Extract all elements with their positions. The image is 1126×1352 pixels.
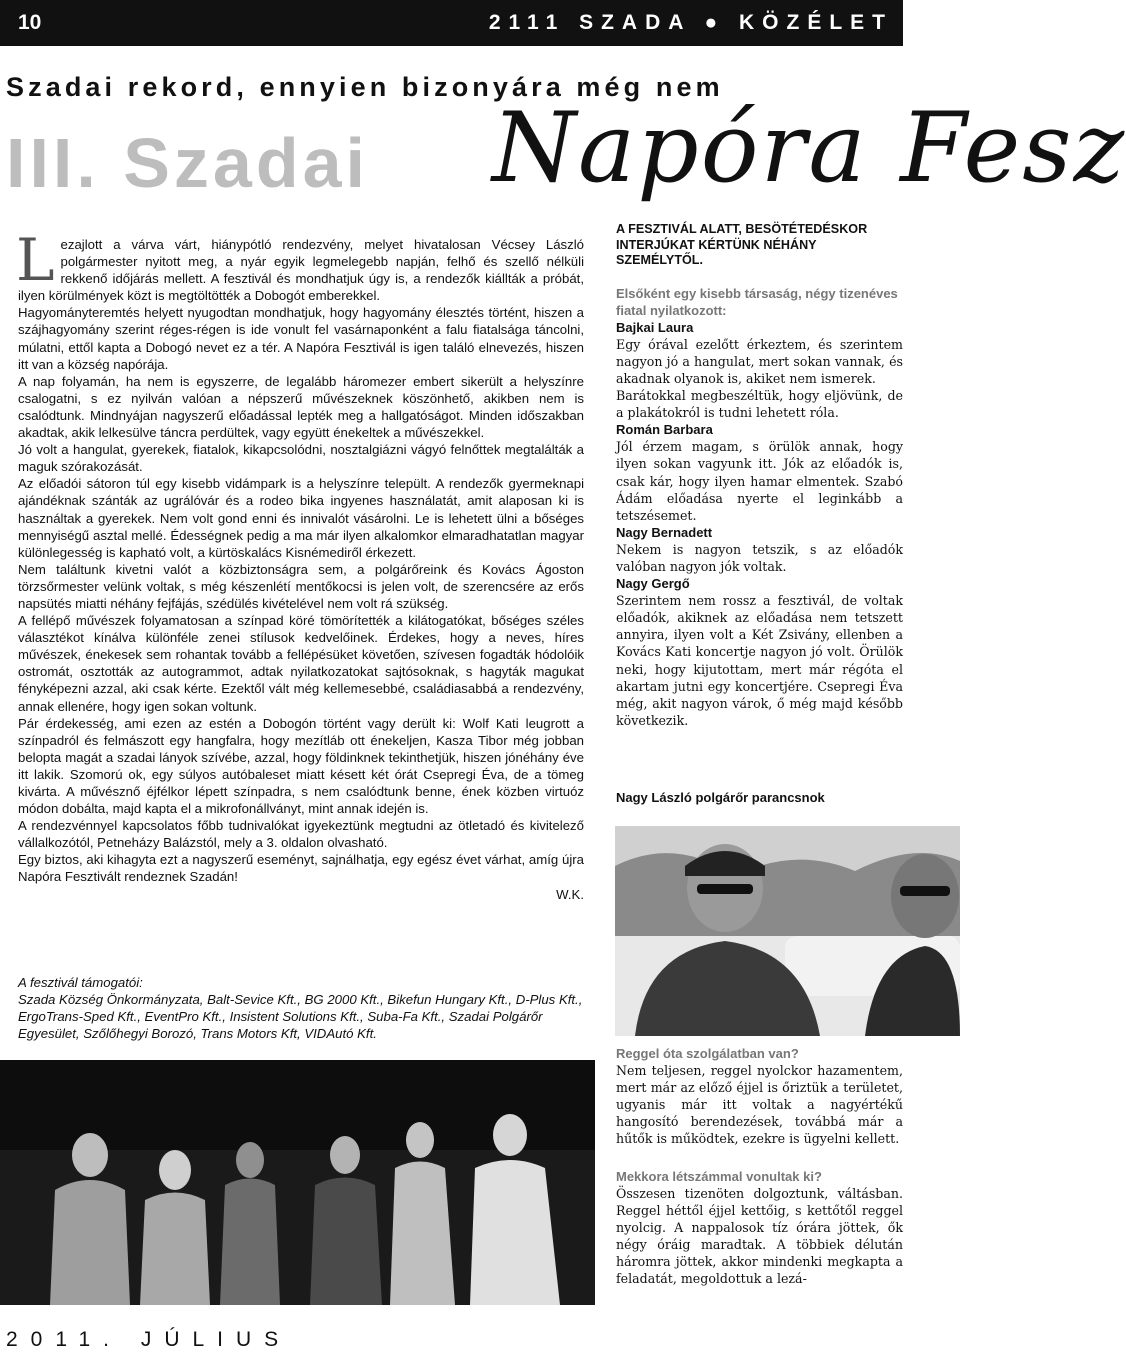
headline-title-part2: Napóra Fesz: [492, 92, 1126, 204]
headline-title-part1: III. Szadai: [6, 124, 369, 202]
author-signature: W.K.: [556, 886, 584, 902]
article-paragraph: Hagyományteremtés helyett nyugodtan mondhatjuk, hogy hagyomány élesztés történt, hiszen a szájhagyomány szerint réges-régen is ide vonult fel vasárnaponként a falu fiatalsága táncolni, múlatni, ettől kapta a Dobogó nevet ez a tér. A Napóra Fesztivál is igen találó elnevezés, hiszen itt van a község napórája.: [18, 305, 584, 372]
interview-sidebar: [616, 222, 903, 729]
interviewee-name: Bajkai Laura: [616, 319, 694, 335]
article-paragraph: Lezajlott a várva várt, hiánypótló rendezvény, melyet hivatalosan Vécsey László polgármester nyitott meg, a nyár egyik legmelegebb napján, felhő és szellő nélküli rekkenő időjárás mellett. A fesztivál és mondhatjuk úgy is, a rendezők kiállták a próbát, ilyen körülmények közt is megtöltötték a Dobogót emberekkel.: [16, 226, 584, 304]
interviewee-quote: Egy órával ezelőtt érkeztem, és szerintem nagyon jó a hangulat, mert sokan vannak, és akadnak olyanok is, akiket nem ismerek.: [616, 336, 903, 386]
interview-question: Reggel óta szolgálatban van?: [616, 1046, 799, 1061]
section-title: 2111 SZADA ● KÖZÉLET: [488, 11, 893, 34]
article-paragraph: A rendezvénnyel kapcsolatos főbb tudnivalókat igyekeztünk megtudni az ötletadó és kivitelező vállalkozótól, Petneházy Balázstól, mely a 3. oldalon olvasható.: [18, 818, 584, 851]
article-paragraph: Nem találtunk kivetni valót a közbiztonságra sem, a polgárőreink és Kovács Ágoston törzsőrmester velünk voltak, s még készenlétí mentőkocsi is jelen volt, de szerencsére az erős napsütés miatti néhány fejfájás, szédülés kivételével nem volt rá szükség.: [18, 561, 584, 611]
sponsors-block: [18, 974, 584, 1042]
interviewee-quote: Nekem is nagyon tetszik, s az előadók valóban nagyon jók voltak.: [616, 541, 903, 574]
photo-caption: Nagy László polgárőr parancsnok: [616, 790, 825, 805]
interviewee-name: Nagy Gergő: [616, 576, 690, 592]
sponsors-list: Szada Község Önkormányzata, Balt-Sevice Kft., BG 2000 Kft., Bikefun Hungary Kft., D-Plus Kft., ErgoTrans-Sped Kft., EventPro Kft., Insistent Solutions Kft., Suba-Fa Kft., Szadai Polgárőr Egyesület, Szőlőhegyi Borozó, Trans Motors Kft, VIDAutó Kft.: [18, 992, 583, 1042]
interviewee-name: Román Barbara: [616, 422, 713, 438]
article-paragraph: Egy biztos, aki kihagyta ezt a nagyszerű eseményt, sajnálhatja, egy egész évet várhat, amíg újra Napóra Fesztivált rendeznek Szadán!: [18, 852, 584, 885]
interview-question: Mekkora létszámmal vonultak ki?: [616, 1168, 822, 1184]
drop-cap: L: [16, 226, 55, 294]
interview-answer: Nem teljesen, reggel nyolckor hazamentem, mert már az előző éjjel is őriztük a területet, ugyanis már itt voltak a nagyértékű hangosító berendezések, továbbá már a hűtők is működtek, ezekre is ügyelni kellett.: [616, 1063, 903, 1147]
interview-answer: Összesen tizenöten dolgoztunk, váltásban. Reggel héttől éjjel kettőig, s kettőtől reggel nyolcig. A nappalosok tíz órára jöttek, ők négy óráig maradtak. A többiek délután háromra jöttek, akkor mindenki megkapta a feladatát, megoldottuk a lezá-: [616, 1185, 903, 1287]
sidebar-intro: Elsőként egy kisebb társaság, négy tizenéves fiatal nyilatkozott:: [616, 285, 898, 318]
officers-photo: [615, 826, 960, 1036]
article-paragraph: A fellépő művészek folyamatosan a színpad köré tömörítették a kilátogatókat, bőséges széles választékot kínálva különféle zenei stílusok kedvelőinek. Érdekes, hogy a neves, híres művészek, énekesek sem rohantak tovább a fellépésüket követően, szívesen fogadták hódolóik ostromát, osztották az autogrammot, adtak nyilatkozatokat sajtósoknak, s hagyták magukat fényképezni azzal, aki csak kérte. Ezektől vált még kellemesebbé, családiasabbá a rendezvény, annak ellenére, hogy igen sokan voltunk.: [18, 613, 584, 714]
crowd-photo: [0, 1060, 595, 1305]
sponsors-heading: A fesztivál támogatói:: [18, 975, 143, 990]
article-paragraph: Az előadói sátoron túl egy kisebb vidámpark is a helyszínre települt. A rendezők gyermeknapi ajándéknak szánták az ugrálóvár és a rodeo bika ingyenes használatát, amit alaposan ki is használtak a gyerekek. Nem volt gond enni és innivalót vásárolni. Le is lehetett ülni a bőséges mennyiségű asztal mellé. Édességnek pedig a ma már ilyen alkalomkor elmaradhatatlan magyar különlegesség is kapható volt, a kürtöskalács Kisnémediről érkezett.: [18, 476, 584, 560]
article-paragraph: Pár érdekesség, ami ezen az estén a Dobogón történt vagy derült ki: Wolf Kati leugrott a színpadról és felmászott egy hangfalra, hogy mezítláb ott énekeljen, Kasza Tibor még jobban belopta magát a szadai lányok szívébe, azzal, hogy földinknek tekinthetjük, hiszen jónéhány éve itt lakik. Szomorú ok, egy súlyos autóbaleset miatt késett két órát Csepregi Éva, de a tömeg kivárta. A művésznő éjfélkor lépett színpadra, s nem csalódtunk benne, ének közben virtuóz módon dobálta, majd kapta el a mikrofonállványt, mint annak idején is.: [18, 715, 584, 817]
article-paragraph: Jó volt a hangulat, gyerekek, fiatalok, kikapcsolódni, nosztalgiázni vágyó felnőttek megtalálták a maguk szórakozását.: [18, 442, 584, 475]
interviewee-quote: Barátokkal megbeszéltük, hogy eljövünk, de a plakátokról is tudni lehetett róla.: [616, 388, 903, 421]
page-number: 10: [18, 11, 42, 34]
article-paragraph: A nap folyamán, ha nem is egyszerre, de legalább háromezer embert sikerült a helyszínre csalogatni, s ez nyilván valóan a népszerű művészeknek köszönhető, akikben nem is csalódtunk. Mindnyájan nagyszerű előadással lepték meg a hallgatóságot. Minden időszakban akadtak, akik lelkesülve táncra perdültek, vagy együtt énekeltek a művészekkel.: [18, 373, 584, 441]
interviewee-quote: Szerintem nem rossz a fesztivál, de voltak előadók, akiknek az előadása nem tetszett annyira, ilyen volt a Két Zsivány, ellenben a Kovács Kati koncertje nagyon jó volt. Örülök neki, hogy kijutottam, mert már régóta el akartam jutni egy koncertjére. Csepregi Éva még, akit nagyon várok, ő még majd később következik.: [616, 593, 903, 728]
header-bar: [0, 0, 903, 46]
sidebar-lead: A FESZTIVÁL ALATT, BESÖTÉTEDÉSKOR INTERJÚKAT KÉRTÜNK NÉHÁNY SZEMÉLYTŐL.: [616, 222, 868, 267]
interviewee-quote: Jól érzem magam, s örülök annak, hogy ilyen sokan vagyunk itt. Jók az előadók is, csak kár, hogy ilyen hamar elmentek. Szabó Ádám előadása nyerte el leginkább a tetszésemet.: [616, 439, 903, 523]
interviewee-name: Nagy Bernadett: [616, 524, 713, 540]
headline-kicker: Szadai rekord, ennyien bizonyára még nem: [6, 72, 724, 102]
interview-section: [616, 1045, 903, 1307]
article-body: [16, 226, 584, 903]
issue-date: 2011. JÚLIUS: [6, 1328, 292, 1351]
